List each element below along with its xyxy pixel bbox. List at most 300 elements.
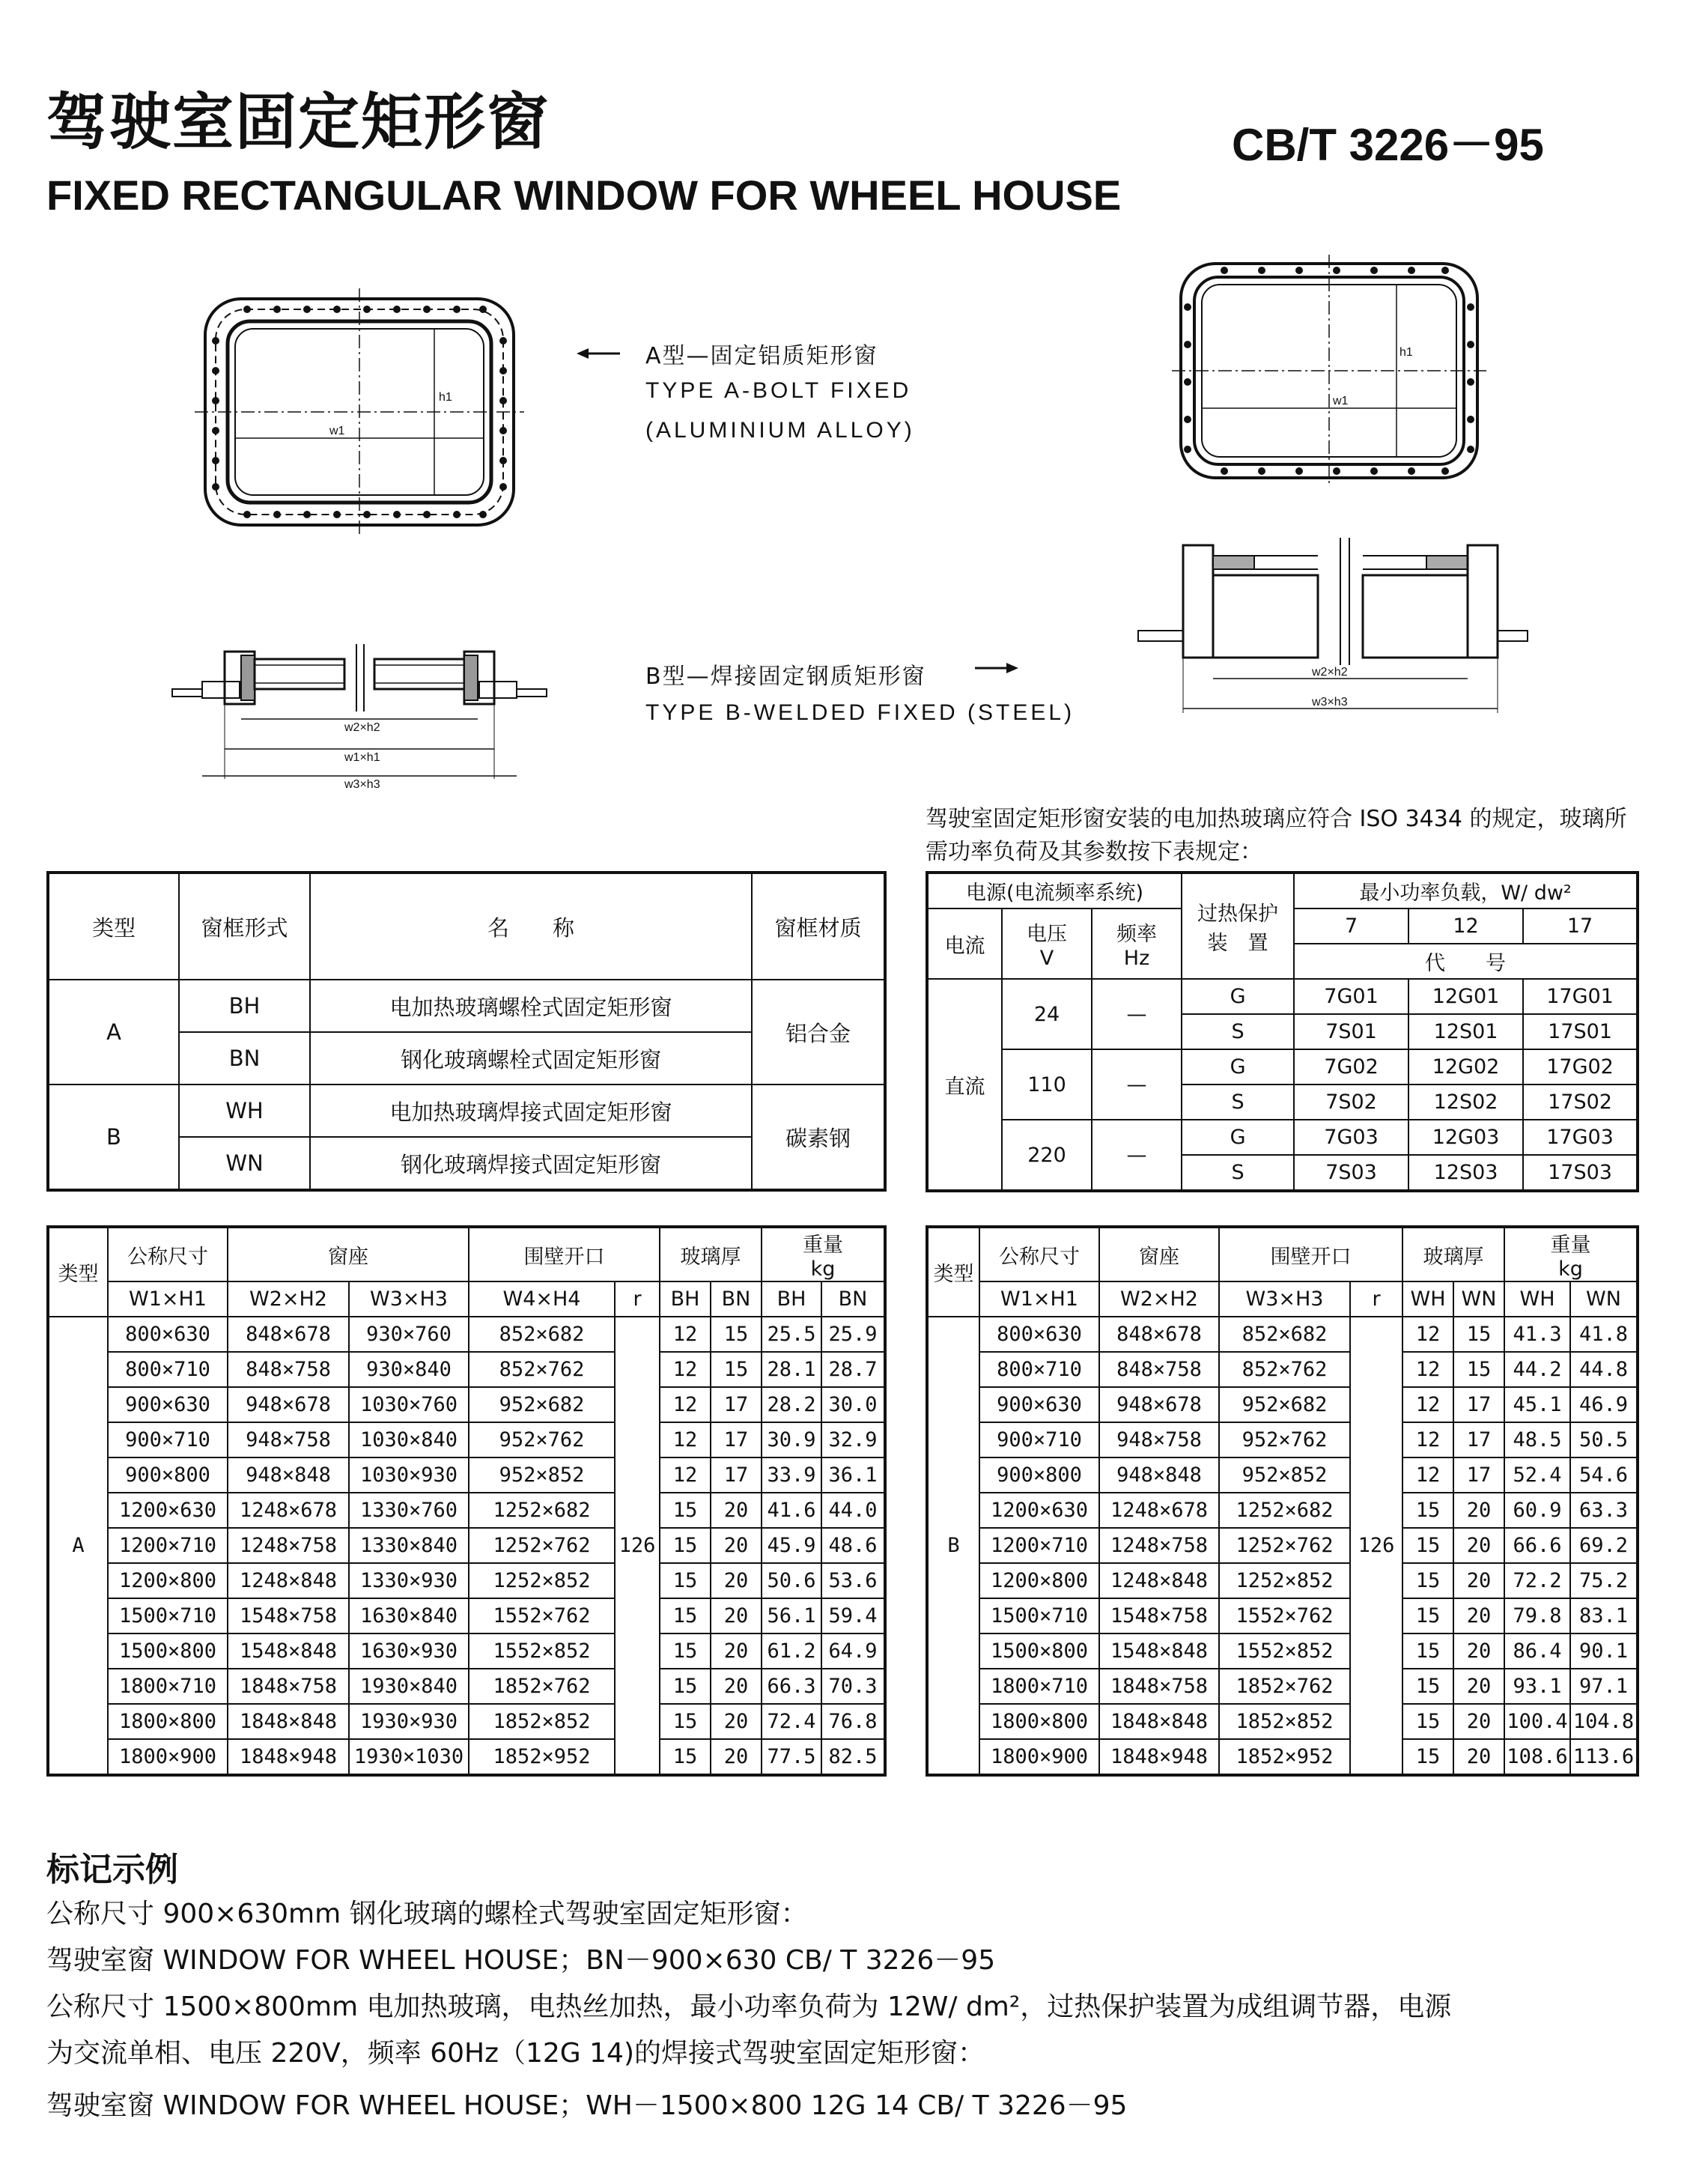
value-cell: 64.9 bbox=[821, 1633, 885, 1669]
sub-header-cell: BN bbox=[821, 1281, 885, 1317]
header-glass-thickness: 玻璃厚 bbox=[1402, 1227, 1504, 1281]
sub-header-cell: W4×H4 bbox=[469, 1281, 615, 1317]
value-cell: 948×678 bbox=[1099, 1387, 1219, 1422]
value-cell: 93.1 bbox=[1504, 1669, 1570, 1704]
value-cell: 12 bbox=[660, 1317, 711, 1352]
code-cell: 7S01 bbox=[1294, 1014, 1408, 1049]
marking-line: 公称尺寸 900×630mm 钢化玻璃的螺栓式驾驶室固定矩形窗： bbox=[46, 1899, 808, 1929]
material-cell: 碳素钢 bbox=[752, 1085, 885, 1190]
code-cell: 12S02 bbox=[1408, 1085, 1523, 1120]
value-cell: 60.9 bbox=[1504, 1493, 1570, 1528]
value-cell: 1330×840 bbox=[349, 1528, 469, 1563]
value-cell: 1852×852 bbox=[1219, 1704, 1350, 1739]
col-header-frame-material: 窗框材质 bbox=[752, 873, 885, 980]
code-cell: 12G02 bbox=[1408, 1049, 1523, 1085]
value-cell: 800×630 bbox=[979, 1317, 1099, 1352]
value-cell: 100.4 bbox=[1504, 1704, 1570, 1739]
value-cell: 77.5 bbox=[762, 1739, 821, 1775]
value-cell: 72.2 bbox=[1504, 1563, 1570, 1598]
value-cell: 20 bbox=[1453, 1563, 1504, 1598]
dimension-table-b bbox=[926, 1225, 1639, 1777]
value-cell: 12 bbox=[660, 1422, 711, 1457]
value-cell: 28.7 bbox=[821, 1352, 885, 1387]
window-name-cell: 钢化玻璃焊接式固定矩形窗 bbox=[310, 1137, 752, 1190]
value-cell: 1930×930 bbox=[349, 1704, 469, 1739]
value-cell: 800×710 bbox=[979, 1352, 1099, 1387]
table-row bbox=[927, 1528, 1638, 1563]
header-load-12: 12 bbox=[1408, 908, 1523, 944]
frequency-cell: — bbox=[1092, 1120, 1182, 1191]
header-load-7: 7 bbox=[1294, 908, 1408, 944]
header-protect-line2: 装 置 bbox=[1207, 931, 1268, 955]
voltage-cell: 24 bbox=[1002, 979, 1092, 1049]
value-cell: 52.4 bbox=[1504, 1457, 1570, 1493]
value-cell: 50.6 bbox=[762, 1563, 821, 1598]
code-cell: 17S01 bbox=[1523, 1014, 1638, 1049]
code-cell: 17G01 bbox=[1523, 979, 1638, 1014]
value-cell: 1800×710 bbox=[108, 1669, 228, 1704]
header-wall-opening: 围壁开口 bbox=[1219, 1227, 1402, 1281]
table-row bbox=[927, 1598, 1638, 1633]
table-row bbox=[48, 1704, 885, 1739]
value-cell: 900×630 bbox=[979, 1387, 1099, 1422]
value-cell: 15 bbox=[1402, 1633, 1453, 1669]
value-cell: 15 bbox=[660, 1739, 711, 1775]
sub-header-cell: W1×H1 bbox=[979, 1281, 1099, 1317]
code-cell: 12S01 bbox=[1408, 1014, 1523, 1049]
value-cell: 900×710 bbox=[108, 1422, 228, 1457]
value-cell: 53.6 bbox=[821, 1563, 885, 1598]
value-cell: 69.2 bbox=[1570, 1528, 1638, 1563]
table-row bbox=[927, 1669, 1638, 1704]
value-cell: 848×678 bbox=[228, 1317, 349, 1352]
radius-cell: 126 bbox=[1350, 1317, 1402, 1775]
table-row bbox=[927, 1633, 1638, 1669]
value-cell: 44.2 bbox=[1504, 1352, 1570, 1387]
header-weight-label: 重量 bbox=[803, 1234, 843, 1257]
table-row bbox=[48, 980, 885, 1032]
value-cell: 1252×852 bbox=[1219, 1563, 1350, 1598]
code-cell: 17S02 bbox=[1523, 1085, 1638, 1120]
value-cell: 852×762 bbox=[469, 1352, 615, 1387]
value-cell: 15 bbox=[711, 1317, 762, 1352]
value-cell: 948×758 bbox=[228, 1422, 349, 1457]
table-row bbox=[927, 1387, 1638, 1422]
standard-number: CB/T 3226－95 bbox=[1232, 120, 1544, 170]
value-cell: 1800×800 bbox=[108, 1704, 228, 1739]
value-cell: 1630×840 bbox=[349, 1598, 469, 1633]
table-row bbox=[927, 1120, 1638, 1155]
table-row bbox=[48, 1457, 885, 1493]
table-row bbox=[927, 1704, 1638, 1739]
protection-cell: S bbox=[1182, 1085, 1294, 1120]
value-cell: 20 bbox=[711, 1669, 762, 1704]
value-cell: 1848×948 bbox=[1099, 1739, 1219, 1775]
current-type-cell: 直流 bbox=[927, 979, 1002, 1191]
value-cell: 15 bbox=[1402, 1493, 1453, 1528]
header-freq-unit: Hz bbox=[1123, 947, 1150, 970]
value-cell: 32.9 bbox=[821, 1422, 885, 1457]
dimension-table-a bbox=[46, 1225, 887, 1777]
table-row bbox=[48, 1317, 885, 1352]
value-cell: 1252×762 bbox=[469, 1528, 615, 1563]
code-cell: 7G01 bbox=[1294, 979, 1408, 1014]
value-cell: 1500×800 bbox=[108, 1633, 228, 1669]
marking-line: 为交流单相、电压 220V，频率 60Hz（12G 14)的焊接式驾驶室固定矩形窗： bbox=[46, 2038, 985, 2069]
value-cell: 1800×900 bbox=[979, 1739, 1099, 1775]
value-cell: 1848×758 bbox=[228, 1669, 349, 1704]
value-cell: 948×848 bbox=[1099, 1457, 1219, 1493]
value-cell: 1030×760 bbox=[349, 1387, 469, 1422]
sub-header-cell: W2×H2 bbox=[228, 1281, 349, 1317]
header-load-17: 17 bbox=[1523, 908, 1638, 944]
value-cell: 15 bbox=[1453, 1317, 1504, 1352]
value-cell: 41.8 bbox=[1570, 1317, 1638, 1352]
value-cell: 17 bbox=[1453, 1457, 1504, 1493]
frame-code-cell: BH bbox=[179, 980, 310, 1032]
table-row bbox=[927, 1049, 1638, 1085]
value-cell: 1548×848 bbox=[228, 1633, 349, 1669]
value-cell: 48.5 bbox=[1504, 1422, 1570, 1457]
code-cell: 17G02 bbox=[1523, 1049, 1638, 1085]
col-header-type: 类型 bbox=[48, 873, 179, 980]
table-row bbox=[48, 1669, 885, 1704]
header-frequency bbox=[1092, 908, 1182, 979]
value-cell: 1848×848 bbox=[228, 1704, 349, 1739]
value-cell: 28.2 bbox=[762, 1387, 821, 1422]
value-cell: 1852×762 bbox=[1219, 1669, 1350, 1704]
sub-header-cell: WN bbox=[1570, 1281, 1638, 1317]
value-cell: 20 bbox=[1453, 1633, 1504, 1669]
dim-w3h3-label: w3×h3 bbox=[344, 778, 380, 791]
value-cell: 97.1 bbox=[1570, 1669, 1638, 1704]
code-cell: 7G02 bbox=[1294, 1049, 1408, 1085]
sub-header-cell: BH bbox=[660, 1281, 711, 1317]
code-cell: 17G03 bbox=[1523, 1120, 1638, 1155]
sub-header-cell: BH bbox=[762, 1281, 821, 1317]
arrow-left-icon bbox=[577, 346, 621, 361]
value-cell: 1252×852 bbox=[469, 1563, 615, 1598]
header-voltage-label: 电压 bbox=[1027, 923, 1067, 946]
sub-header-cell: BN bbox=[711, 1281, 762, 1317]
value-cell: 1552×762 bbox=[469, 1598, 615, 1633]
dim-w1h1-label: w1×h1 bbox=[344, 751, 380, 764]
value-cell: 17 bbox=[1453, 1387, 1504, 1422]
value-cell: 15 bbox=[660, 1563, 711, 1598]
value-cell: 952×762 bbox=[469, 1422, 615, 1457]
value-cell: 1500×710 bbox=[979, 1598, 1099, 1633]
table-row bbox=[927, 1352, 1638, 1387]
value-cell: 952×682 bbox=[469, 1387, 615, 1422]
value-cell: 1552×852 bbox=[1219, 1633, 1350, 1669]
value-cell: 952×852 bbox=[1219, 1457, 1350, 1493]
protection-cell: S bbox=[1182, 1155, 1294, 1191]
table-row bbox=[927, 979, 1638, 1014]
value-cell: 952×852 bbox=[469, 1457, 615, 1493]
type-a-plan-drawing bbox=[195, 288, 524, 536]
frame-code-cell: BN bbox=[179, 1032, 310, 1085]
value-cell: 41.6 bbox=[762, 1493, 821, 1528]
value-cell: 20 bbox=[1453, 1528, 1504, 1563]
value-cell: 15 bbox=[1402, 1528, 1453, 1563]
header-code: 代 号 bbox=[1294, 944, 1638, 979]
code-cell: 7S02 bbox=[1294, 1085, 1408, 1120]
value-cell: 12 bbox=[1402, 1352, 1453, 1387]
value-cell: 1500×710 bbox=[108, 1598, 228, 1633]
table-row bbox=[48, 1739, 885, 1775]
value-cell: 66.6 bbox=[1504, 1528, 1570, 1563]
value-cell: 113.6 bbox=[1570, 1739, 1638, 1775]
table-row bbox=[48, 1085, 885, 1137]
value-cell: 56.1 bbox=[762, 1598, 821, 1633]
value-cell: 79.8 bbox=[1504, 1598, 1570, 1633]
type-b-label-en: TYPE B-WELDED FIXED (STEEL) bbox=[645, 700, 1075, 725]
header-power-source: 电源(电流频率系统) bbox=[927, 873, 1182, 908]
window-name-cell: 电加热玻璃焊接式固定矩形窗 bbox=[310, 1085, 752, 1137]
value-cell: 900×630 bbox=[108, 1387, 228, 1422]
value-cell: 1500×800 bbox=[979, 1633, 1099, 1669]
value-cell: 900×800 bbox=[979, 1457, 1099, 1493]
value-cell: 1248×758 bbox=[1099, 1528, 1219, 1563]
frequency-cell: — bbox=[1092, 1049, 1182, 1120]
value-cell: 1630×930 bbox=[349, 1633, 469, 1669]
value-cell: 15 bbox=[1402, 1563, 1453, 1598]
type-a-label-material: (ALUMINIUM ALLOY) bbox=[645, 418, 915, 443]
value-cell: 66.3 bbox=[762, 1669, 821, 1704]
value-cell: 1200×800 bbox=[108, 1563, 228, 1598]
protection-cell: G bbox=[1182, 1049, 1294, 1085]
dim-w2h2-label-b: w2×h2 bbox=[1312, 666, 1348, 679]
header-weight-unit: kg bbox=[810, 1258, 836, 1281]
value-cell: 15 bbox=[660, 1633, 711, 1669]
value-cell: 20 bbox=[1453, 1598, 1504, 1633]
value-cell: 1030×930 bbox=[349, 1457, 469, 1493]
value-cell: 1552×852 bbox=[469, 1633, 615, 1669]
header-nominal-size: 公称尺寸 bbox=[108, 1227, 228, 1281]
sub-header-cell: r bbox=[1350, 1281, 1402, 1317]
voltage-cell: 220 bbox=[1002, 1120, 1092, 1191]
page-title-en: FIXED RECTANGULAR WINDOW FOR WHEEL HOUSE bbox=[46, 172, 1122, 219]
value-cell: 952×762 bbox=[1219, 1422, 1350, 1457]
power-requirement-note: 驾驶室固定矩形窗安装的电加热玻璃应符合 ISO 3434 的规定，玻璃所需功率负荷及其参数按下表规定： bbox=[926, 806, 1627, 865]
value-cell: 900×710 bbox=[979, 1422, 1099, 1457]
value-cell: 108.6 bbox=[1504, 1739, 1570, 1775]
type-a-label-en: TYPE A-BOLT FIXED bbox=[645, 378, 912, 403]
value-cell: 104.8 bbox=[1570, 1704, 1638, 1739]
table-row bbox=[48, 1422, 885, 1457]
header-type: 类型 bbox=[48, 1227, 108, 1317]
code-cell: 12G03 bbox=[1408, 1120, 1523, 1155]
value-cell: 44.0 bbox=[821, 1493, 885, 1528]
value-cell: 20 bbox=[711, 1563, 762, 1598]
material-cell: 铝合金 bbox=[752, 980, 885, 1085]
value-cell: 1548×758 bbox=[228, 1598, 349, 1633]
value-cell: 17 bbox=[711, 1422, 762, 1457]
value-cell: 15 bbox=[1453, 1352, 1504, 1387]
value-cell: 1248×758 bbox=[228, 1528, 349, 1563]
value-cell: 1852×852 bbox=[469, 1704, 615, 1739]
value-cell: 1330×930 bbox=[349, 1563, 469, 1598]
value-cell: 952×682 bbox=[1219, 1387, 1350, 1422]
value-cell: 36.1 bbox=[821, 1457, 885, 1493]
table-row bbox=[927, 1563, 1638, 1598]
value-cell: 25.5 bbox=[762, 1317, 821, 1352]
value-cell: 59.4 bbox=[821, 1598, 885, 1633]
header-freq-label: 频率 bbox=[1116, 923, 1158, 946]
value-cell: 12 bbox=[660, 1387, 711, 1422]
sub-header-cell: W1×H1 bbox=[108, 1281, 228, 1317]
value-cell: 12 bbox=[1402, 1317, 1453, 1352]
value-cell: 1930×1030 bbox=[349, 1739, 469, 1775]
table-row bbox=[927, 1739, 1638, 1775]
value-cell: 20 bbox=[1453, 1493, 1504, 1528]
value-cell: 1200×800 bbox=[979, 1563, 1099, 1598]
value-cell: 1548×758 bbox=[1099, 1598, 1219, 1633]
value-cell: 852×682 bbox=[469, 1317, 615, 1352]
value-cell: 50.5 bbox=[1570, 1422, 1638, 1457]
page-title-cn: 驾驶室固定矩形窗 bbox=[46, 87, 550, 158]
value-cell: 45.1 bbox=[1504, 1387, 1570, 1422]
value-cell: 12 bbox=[1402, 1457, 1453, 1493]
value-cell: 17 bbox=[711, 1457, 762, 1493]
header-current: 电流 bbox=[927, 908, 1002, 979]
value-cell: 15 bbox=[1402, 1704, 1453, 1739]
value-cell: 852×682 bbox=[1219, 1317, 1350, 1352]
value-cell: 1852×762 bbox=[469, 1669, 615, 1704]
type-a-section-drawing bbox=[172, 629, 577, 790]
value-cell: 20 bbox=[711, 1704, 762, 1739]
dim-h1-label-b: h1 bbox=[1399, 346, 1413, 359]
value-cell: 800×710 bbox=[108, 1352, 228, 1387]
header-voltage-unit: V bbox=[1039, 947, 1054, 970]
value-cell: 45.9 bbox=[762, 1528, 821, 1563]
protection-cell: G bbox=[1182, 979, 1294, 1014]
value-cell: 1552×762 bbox=[1219, 1598, 1350, 1633]
value-cell: 1548×848 bbox=[1099, 1633, 1219, 1669]
marking-line: 驾驶室窗 WINDOW FOR WHEEL HOUSE；BN－900×630 CB/ T 3226－95 bbox=[46, 1945, 996, 1976]
sub-header-cell: WH bbox=[1504, 1281, 1570, 1317]
value-cell: 1848×948 bbox=[228, 1739, 349, 1775]
value-cell: 33.9 bbox=[762, 1457, 821, 1493]
value-cell: 1330×760 bbox=[349, 1493, 469, 1528]
value-cell: 1030×840 bbox=[349, 1422, 469, 1457]
value-cell: 25.9 bbox=[821, 1317, 885, 1352]
value-cell: 848×758 bbox=[1099, 1352, 1219, 1387]
value-cell: 1200×710 bbox=[979, 1528, 1099, 1563]
value-cell: 12 bbox=[1402, 1387, 1453, 1422]
value-cell: 20 bbox=[711, 1739, 762, 1775]
protection-cell: S bbox=[1182, 1014, 1294, 1049]
sub-header-cell: WH bbox=[1402, 1281, 1453, 1317]
code-cell: 7S03 bbox=[1294, 1155, 1408, 1191]
value-cell: 1252×682 bbox=[469, 1493, 615, 1528]
header-min-load: 最小功率负载，W/ dw² bbox=[1294, 873, 1638, 908]
value-cell: 15 bbox=[660, 1704, 711, 1739]
value-cell: 1248×678 bbox=[228, 1493, 349, 1528]
value-cell: 20 bbox=[1453, 1704, 1504, 1739]
value-cell: 848×678 bbox=[1099, 1317, 1219, 1352]
value-cell: 20 bbox=[711, 1633, 762, 1669]
value-cell: 61.2 bbox=[762, 1633, 821, 1669]
value-cell: 1248×848 bbox=[1099, 1563, 1219, 1598]
sub-header-cell: W2×H2 bbox=[1099, 1281, 1219, 1317]
value-cell: 1200×630 bbox=[108, 1493, 228, 1528]
value-cell: 76.8 bbox=[821, 1704, 885, 1739]
power-load-table bbox=[926, 871, 1639, 1192]
value-cell: 15 bbox=[660, 1493, 711, 1528]
protection-cell: G bbox=[1182, 1120, 1294, 1155]
dim-w3h3-label-b: w3×h3 bbox=[1312, 696, 1348, 709]
window-name-cell: 电加热玻璃螺栓式固定矩形窗 bbox=[310, 980, 752, 1032]
header-wall-opening: 围壁开口 bbox=[469, 1227, 660, 1281]
value-cell: 1848×848 bbox=[1099, 1704, 1219, 1739]
type-cell: B bbox=[48, 1085, 179, 1190]
value-cell: 30.9 bbox=[762, 1422, 821, 1457]
value-cell: 20 bbox=[1453, 1739, 1504, 1775]
value-cell: 1848×758 bbox=[1099, 1669, 1219, 1704]
value-cell: 70.3 bbox=[821, 1669, 885, 1704]
value-cell: 1800×710 bbox=[979, 1669, 1099, 1704]
value-cell: 90.1 bbox=[1570, 1633, 1638, 1669]
marking-line: 公称尺寸 1500×800mm 电加热玻璃，电热丝加热，最小功率负荷为 12W/ dm²，过热保护装置为成组调节器，电源 bbox=[46, 1991, 1452, 2022]
value-cell: 12 bbox=[660, 1352, 711, 1387]
value-cell: 75.2 bbox=[1570, 1563, 1638, 1598]
frame-code-cell: WH bbox=[179, 1085, 310, 1137]
frame-code-cell: WN bbox=[179, 1137, 310, 1190]
sub-header-cell: WN bbox=[1453, 1281, 1504, 1317]
value-cell: 20 bbox=[711, 1598, 762, 1633]
value-cell: 20 bbox=[1453, 1669, 1504, 1704]
value-cell: 15 bbox=[711, 1352, 762, 1387]
type-b-label-cn: B型—焊接固定钢质矩形窗 bbox=[645, 664, 926, 690]
table-row bbox=[927, 1422, 1638, 1457]
frequency-cell: — bbox=[1092, 979, 1182, 1049]
value-cell: 46.9 bbox=[1570, 1387, 1638, 1422]
value-cell: 15 bbox=[1402, 1598, 1453, 1633]
value-cell: 20 bbox=[711, 1493, 762, 1528]
type-cell: A bbox=[48, 1317, 108, 1775]
table-row bbox=[927, 1317, 1638, 1352]
header-protect-line1: 过热保护 bbox=[1197, 902, 1279, 926]
value-cell: 1930×840 bbox=[349, 1669, 469, 1704]
value-cell: 17 bbox=[711, 1387, 762, 1422]
sub-header-cell: W3×H3 bbox=[1219, 1281, 1350, 1317]
value-cell: 15 bbox=[660, 1528, 711, 1563]
value-cell: 15 bbox=[1402, 1669, 1453, 1704]
code-cell: 12G01 bbox=[1408, 979, 1523, 1014]
value-cell: 86.4 bbox=[1504, 1633, 1570, 1669]
value-cell: 48.6 bbox=[821, 1528, 885, 1563]
arrow-right-icon bbox=[973, 661, 1018, 676]
header-glass-thickness: 玻璃厚 bbox=[660, 1227, 762, 1281]
code-cell: 17S03 bbox=[1523, 1155, 1638, 1191]
header-weight-unit: kg bbox=[1558, 1258, 1583, 1281]
table-row bbox=[48, 1352, 885, 1387]
marking-example-title: 标记示例 bbox=[46, 1851, 178, 1889]
value-cell: 28.1 bbox=[762, 1352, 821, 1387]
value-cell: 930×760 bbox=[349, 1317, 469, 1352]
value-cell: 30.0 bbox=[821, 1387, 885, 1422]
col-header-name: 名 称 bbox=[310, 873, 752, 980]
value-cell: 800×630 bbox=[108, 1317, 228, 1352]
marking-line: 驾驶室窗 WINDOW FOR WHEEL HOUSE；WH－1500×800 12G 14 CB/ T 3226－95 bbox=[46, 2090, 1128, 2121]
value-cell: 948×678 bbox=[228, 1387, 349, 1422]
dim-w2h2-label: w2×h2 bbox=[344, 721, 380, 734]
value-cell: 44.8 bbox=[1570, 1352, 1638, 1387]
type-b-section-drawing bbox=[1138, 538, 1528, 718]
value-cell: 12 bbox=[660, 1457, 711, 1493]
dim-w1-label: w1 bbox=[329, 425, 345, 437]
